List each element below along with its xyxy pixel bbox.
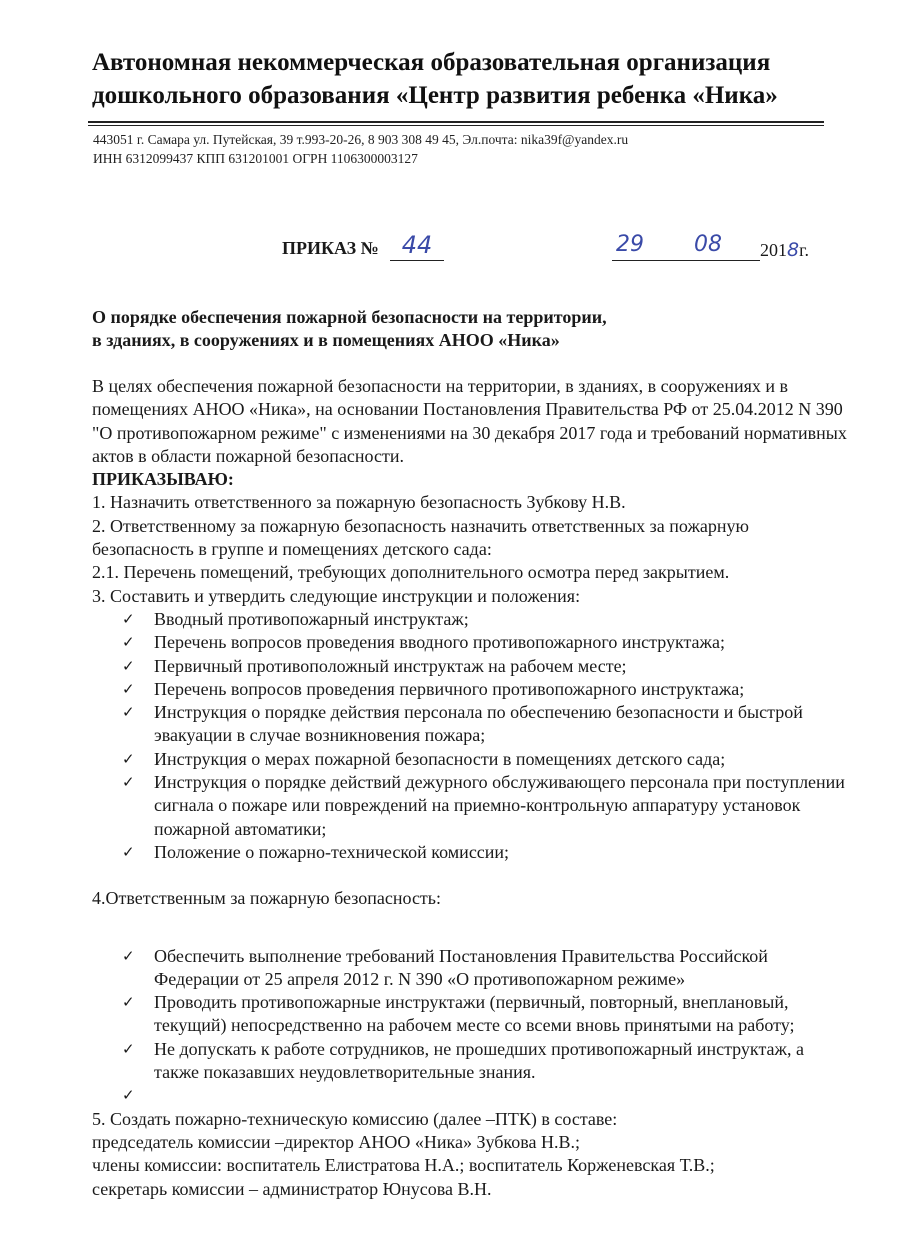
checkmark-icon: ✓ bbox=[122, 1039, 135, 1058]
order-year-handwritten: 8 bbox=[787, 239, 800, 261]
order-word: ПРИКАЗЫВАЮ: bbox=[92, 469, 234, 490]
list-item bbox=[92, 1084, 852, 1107]
org-title-line1: Автономная некоммерческая образовательная организация bbox=[92, 49, 771, 76]
order-item-4: 4.Ответственным за пожарную безопасность: bbox=[92, 888, 442, 909]
order-date-month: 08 bbox=[694, 232, 722, 257]
checkmark-icon: ✓ bbox=[122, 679, 135, 698]
list-item: ✓ Инструкция о порядке действия персонала по обеспечению безопасности и быстрой эвакуации в случае возникновения пожара; bbox=[122, 702, 803, 746]
checkmark-icon: ✓ bbox=[122, 703, 135, 722]
list-item: ✓ Перечень вопросов проведения вводного противопожарного инструктажа; bbox=[92, 631, 852, 654]
list-item: ✓ Положение о пожарно-технической комиссии; bbox=[92, 841, 852, 864]
order-year bbox=[760, 239, 809, 261]
contact-details bbox=[93, 130, 853, 168]
item3-checklist bbox=[92, 608, 852, 864]
list-item: ✓ Инструкция о порядке действий дежурного обслуживающего персонала при поступлении сигнала о пожаре или повреждений на приемно-контрольную аппаратуру установок пожарной автоматики; bbox=[122, 772, 845, 839]
order-subject bbox=[92, 306, 832, 352]
org-title-line2: дошкольного образования «Центр развития ребенка «Ника» bbox=[92, 82, 778, 109]
list-item: ✓ Проводить противопожарные инструктажи (первичный, повторный, внеплановый, текущий) непосредственно на рабочем месте со всеми вновь принятыми на работу; bbox=[122, 992, 795, 1036]
contacts-address-line: 443051 г. Самара ул. Путейская, 39 т.993-20-26, 8 903 308 49 45, Эл.почта: nika39f@yandex.ru bbox=[93, 132, 629, 147]
checkmark-icon: ✓ bbox=[122, 1086, 135, 1105]
order-item-1: 1. Назначить ответственного за пожарную безопасность Зубкову Н.В. bbox=[92, 492, 626, 513]
organization-title bbox=[92, 46, 852, 112]
spacer bbox=[92, 911, 852, 945]
subject-line2: в зданиях, в сооружениях и в помещениях АНОО «Ника» bbox=[92, 330, 560, 350]
order-item-5: 5. Создать пожарно-техническую комиссию (далее –ПТК) в составе: bbox=[92, 1108, 618, 1129]
checkmark-icon: ✓ bbox=[122, 842, 135, 861]
order-year-printed: 201 bbox=[760, 240, 787, 260]
order-item-3: 3. Составить и утвердить следующие инструкции и положения: bbox=[92, 585, 581, 606]
order-date-handwritten bbox=[612, 230, 760, 261]
order-label: ПРИКАЗ № bbox=[282, 238, 379, 258]
order-item-2: 2. Ответственному за пожарную безопасность назначить ответственных за пожарную безопасность в группе и помещениях детского сада: bbox=[92, 515, 749, 560]
list-item: ✓ Обеспечить выполнение требований Постановления Правительства Российской Федерации от 25 апреля 2012 г. N 390 «О противопожарном режиме» bbox=[122, 945, 768, 989]
contacts-registration-line: ИНН 6312099437 КПП 631201001 ОГРН 1106300003127 bbox=[93, 151, 418, 166]
header-rule-thick bbox=[88, 121, 824, 123]
commission-secretary: секретарь комиссии – администратор Юнусова В.Н. bbox=[92, 1178, 492, 1199]
list-item: ✓ Инструкция о мерах пожарной безопасности в помещениях детского сада; bbox=[92, 748, 852, 771]
list-item: ✓ Перечень вопросов проведения первичного противопожарного инструктажа; bbox=[92, 678, 852, 701]
header-rule-thin bbox=[88, 125, 824, 126]
order-date-day: 29 bbox=[616, 232, 644, 257]
subject-line1: О порядке обеспечения пожарной безопасности на территории, bbox=[92, 307, 607, 327]
list-item: ✓ Не допускать к работе сотрудников, не прошедших противопожарный инструктаж, а также показавших неудовлетворительные знания. bbox=[122, 1038, 804, 1083]
order-number-handwritten: 44 bbox=[390, 230, 444, 261]
item4-checklist bbox=[92, 945, 852, 1108]
commission-chair: председатель комиссии –директор АНОО «Ника» Зубкова Н.В.; bbox=[92, 1131, 581, 1152]
commission-members: члены комиссии: воспитатель Елистратова Н.А.; воспитатель Корженевская Т.В.; bbox=[92, 1155, 715, 1176]
list-item: ✓ Вводный противопожарный инструктаж; bbox=[92, 608, 852, 631]
checkmark-icon: ✓ bbox=[122, 773, 135, 792]
order-year-suffix: г. bbox=[799, 240, 809, 260]
checkmark-icon: ✓ bbox=[122, 609, 135, 628]
checkmark-icon: ✓ bbox=[122, 946, 135, 965]
spacer bbox=[92, 864, 852, 887]
checkmark-icon: ✓ bbox=[122, 656, 135, 675]
checkmark-icon: ✓ bbox=[122, 993, 135, 1012]
intro-paragraph: В целях обеспечения пожарной безопасности на территории, в зданиях, в сооружениях и в помещениях АНОО «Ника», на основании Постановления Правительства РФ от 25.04.2012 N 390 "О противопожарном режиме" с изменениями на 30 декабря 2017 года и требований нормативных актов в области пожарной безопасности. bbox=[92, 376, 847, 466]
order-body bbox=[92, 375, 852, 1201]
order-heading bbox=[282, 230, 842, 270]
checkmark-icon: ✓ bbox=[122, 633, 135, 652]
checkmark-icon: ✓ bbox=[122, 749, 135, 768]
list-item: ✓ Первичный противоположный инструктаж на рабочем месте; bbox=[92, 655, 852, 678]
order-item-2-1: 2.1. Перечень помещений, требующих дополнительного осмотра перед закрытием. bbox=[92, 562, 730, 583]
